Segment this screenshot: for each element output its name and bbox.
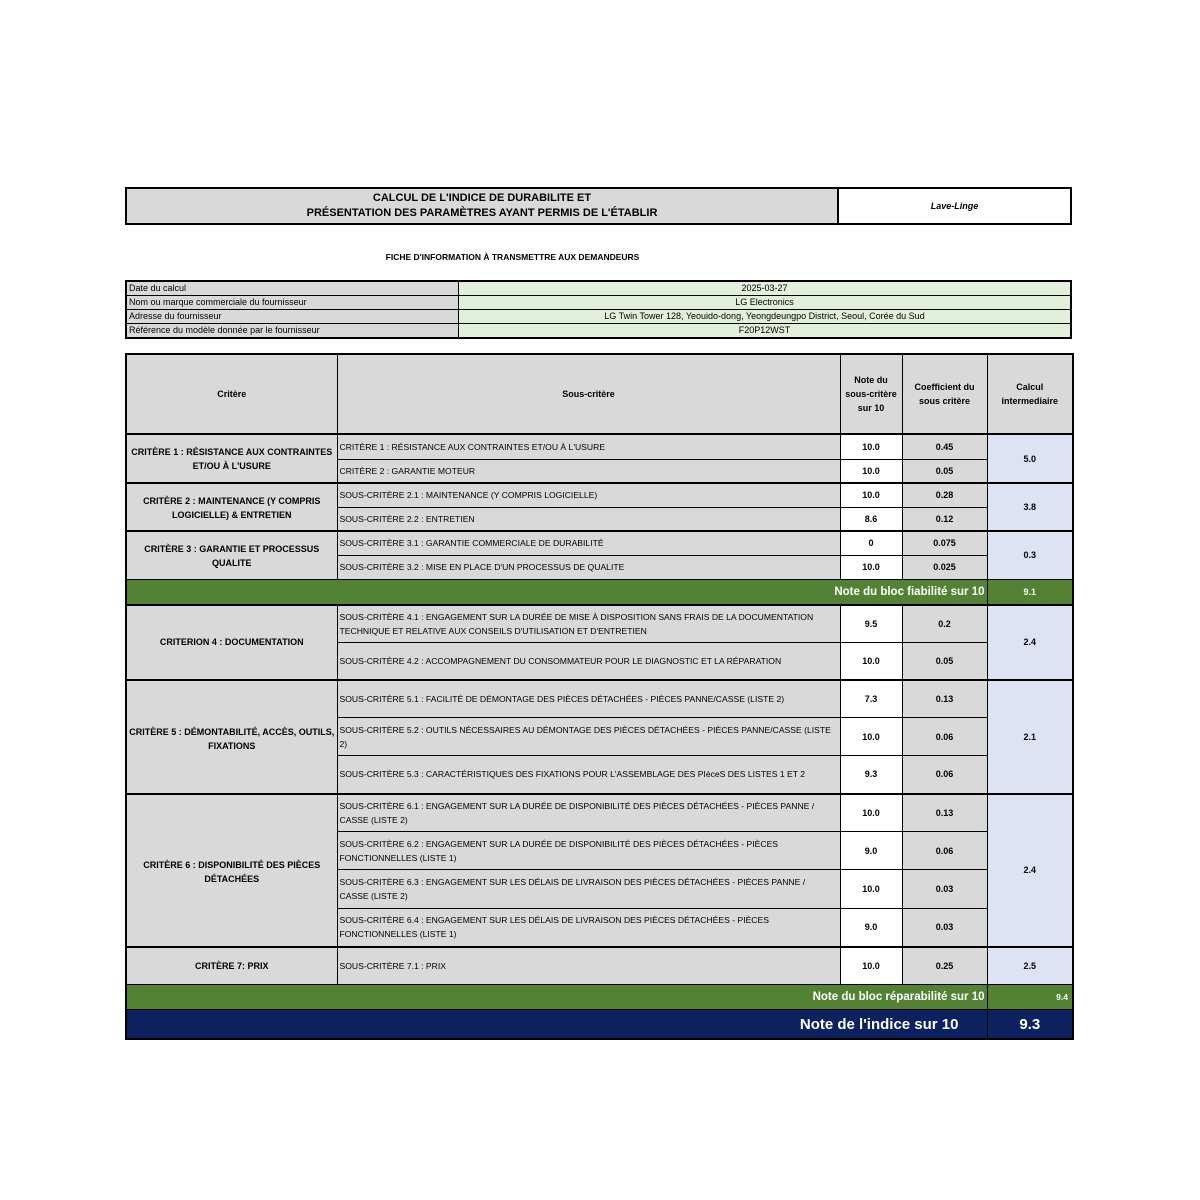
criterion-label: ET/OU À L'USURE xyxy=(192,460,271,471)
indice-label: Note de l'indice sur 10 xyxy=(126,1010,987,1040)
subcriterion-label xyxy=(337,832,840,870)
subcriterion-label: SOUS-CRITÈRE 4.2 : ACCOMPAGNEMENT DU CONSOMMATEUR POUR LE DIAGNOSTIC ET LA RÉPARATION xyxy=(337,643,840,680)
subcriterion-note: 10.0 xyxy=(840,643,902,680)
subcriterion-label-line: SOUS-CRITÈRE 6.2 : ENGAGEMENT SUR LA DURÉE DE DISPONIBILITÉ DES PIÈCES DÉTACHÉES - PIÈCES xyxy=(339,838,779,849)
subcriterion-note: 10.0 xyxy=(840,459,902,483)
subcriterion-label xyxy=(337,605,840,643)
info-row xyxy=(126,324,1071,339)
subcriterion-note: 10.0 xyxy=(840,870,902,909)
criterion-label: CRITÈRE 7: PRIX xyxy=(194,960,269,971)
subcriterion-label: CRITÈRE 2 : GARANTIE MOTEUR xyxy=(337,459,840,483)
subcriterion-label xyxy=(337,794,840,832)
subcriterion-note: 9.3 xyxy=(840,756,902,794)
scoring-table xyxy=(125,353,1074,1040)
info-value: F20P12WST xyxy=(459,324,1072,339)
subcriterion-label-line: SOUS-CRITÈRE 4.1 : ENGAGEMENT SUR LA DURÉE DE MISE À DISPOSITION SANS FRAIS DE LA DOCUMENTATION xyxy=(339,611,814,622)
subcriterion-coef: 0.13 xyxy=(902,680,987,718)
table-row xyxy=(126,483,1073,507)
indice-total-row xyxy=(126,1010,1073,1040)
header-note-line: Note du xyxy=(854,375,888,385)
criterion-label: CRITÈRE 2 : MAINTENANCE (Y COMPRIS xyxy=(143,496,321,506)
subcriterion-coef: 0.03 xyxy=(902,909,987,947)
subcriterion-note: 10.0 xyxy=(840,718,902,756)
subcriterion-label-line: SOUS-CRITÈRE 6.1 : ENGAGEMENT SUR LA DURÉE DE DISPONIBILITÉ DES PIÈCES DÉTACHÉES - PIÈCES PANNE / xyxy=(339,800,815,811)
header-note xyxy=(840,354,902,434)
criterion-label: CRITÈRE 5 : DÉMONTABILITÉ, ACCÈS, OUTILS, xyxy=(129,726,335,737)
subcriterion-note: 10.0 xyxy=(840,794,902,832)
subcriterion-note: 10.0 xyxy=(840,947,902,985)
subcriterion-note: 9.5 xyxy=(840,605,902,643)
subcriterion-coef: 0.075 xyxy=(902,531,987,555)
criterion-label: DÉTACHÉES xyxy=(204,874,260,884)
subcriterion-label-line: CASSE (LISTE 2) xyxy=(339,814,408,825)
fiabilite-label: Note du bloc fiabilité sur 10 xyxy=(126,579,987,605)
criterion-cell xyxy=(126,947,337,985)
info-value: LG Electronics xyxy=(459,296,1072,310)
subcriterion-label-line: TECHNIQUE ET RELATIVE AUX CONSEILS D'UTILISATION ET D'ENTRETIEN xyxy=(339,625,647,636)
subcriterion-label: SOUS-CRITÈRE 3.1 : GARANTIE COMMERCIALE DE DURABILITÉ xyxy=(337,531,840,555)
subcriterion-label xyxy=(337,718,840,756)
criterion-calc: 5.0 xyxy=(987,434,1073,483)
info-row xyxy=(126,296,1071,310)
fiche-title: FICHE D'INFORMATION À TRANSMETTRE AUX DEMANDEURS xyxy=(385,252,640,262)
supplier-info-table xyxy=(125,280,1072,339)
criterion-cell xyxy=(126,794,337,947)
header-calcul xyxy=(987,354,1073,434)
criterion-label: FIXATIONS xyxy=(208,740,256,751)
subcriterion-label-line: 2) xyxy=(339,738,348,749)
criterion-label: LOGICIELLE) & ENTRETIEN xyxy=(171,510,292,520)
fiabilite-total-row xyxy=(126,579,1073,605)
subcriterion-coef: 0.03 xyxy=(902,870,987,909)
info-label: Adresse du fournisseur xyxy=(126,310,459,324)
subcriterion-note: 7.3 xyxy=(840,680,902,718)
subcriterion-coef: 0.12 xyxy=(902,507,987,531)
subcriterion-label-line: FONCTIONNELLES (LISTE 1) xyxy=(339,929,457,940)
subcriterion-coef: 0.05 xyxy=(902,643,987,680)
subcriterion-coef: 0.2 xyxy=(902,605,987,643)
subcriterion-label xyxy=(337,870,840,909)
indice-value: 9.3 xyxy=(987,1010,1073,1040)
subcriterion-coef: 0.25 xyxy=(902,947,987,985)
criterion-label: CRITÈRE 1 : RÉSISTANCE AUX CONTRAINTES xyxy=(131,446,333,457)
title-line-2: PRÉSENTATION DES PARAMÈTRES AYANT PERMIS DE L'ÉTABLIR xyxy=(306,207,658,219)
criterion-cell xyxy=(126,531,337,579)
subcriterion-coef: 0.06 xyxy=(902,832,987,870)
subcriterion-coef: 0.025 xyxy=(902,555,987,579)
header-note-line: sous-critère xyxy=(845,389,897,399)
subcriterion-note: 8.6 xyxy=(840,507,902,531)
criterion-calc: 2.4 xyxy=(987,605,1073,680)
subcriterion-coef: 0.28 xyxy=(902,483,987,507)
header-note-line: sur 10 xyxy=(857,403,885,413)
document-title xyxy=(125,187,839,225)
subcriterion-note: 9.0 xyxy=(840,832,902,870)
criterion-calc: 2.4 xyxy=(987,794,1073,947)
criterion-cell xyxy=(126,434,337,483)
subcriterion-label-line: SOUS-CRITÈRE 5.2 : OUTILS NÉCESSAIRES AU DÉMONTAGE DES PIÈCES DÉTACHÉES - PIÈCES PANNE/CASSE (LISTE xyxy=(339,724,831,735)
criterion-cell xyxy=(126,680,337,794)
criterion-cell xyxy=(126,483,337,531)
subcriterion-label-line: FONCTIONNELLES (LISTE 1) xyxy=(339,852,457,863)
header-sous-critere: Sous-critère xyxy=(337,354,840,434)
subcriterion-coef: 0.06 xyxy=(902,718,987,756)
criterion-label: CRITÈRE 3 : GARANTIE ET PROCESSUS xyxy=(144,544,320,555)
criterion-calc: 2.1 xyxy=(987,680,1073,794)
criterion-cell xyxy=(126,605,337,680)
subcriterion-label xyxy=(337,909,840,947)
info-label: Référence du modèle donnée par le fournisseur xyxy=(126,324,459,339)
criterion-label: QUALITE xyxy=(212,558,252,569)
subcriterion-label: CRITÈRE 1 : RÉSISTANCE AUX CONTRAINTES ET/OU À L'USURE xyxy=(337,434,840,459)
criterion-calc: 2.5 xyxy=(987,947,1073,985)
title-line-1: CALCUL DE L'INDICE DE DURABILITE ET xyxy=(372,192,592,204)
subcriterion-label-line: SOUS-CRITÈRE 6.4 : ENGAGEMENT SUR LES DÉLAIS DE LIVRAISON DES PIÈCES DÉTACHÉES - PIÈCES xyxy=(339,915,769,926)
subcriterion-note: 9.0 xyxy=(840,909,902,947)
subcriterion-coef: 0.45 xyxy=(902,434,987,459)
info-label: Date du calcul xyxy=(126,281,459,296)
reparabilite-label: Note du bloc réparabilité sur 10 xyxy=(126,985,987,1010)
table-row xyxy=(126,434,1073,459)
criterion-label: CRITÈRE 6 : DISPONIBILITÉ DES PIÈCES xyxy=(143,860,321,870)
reparabilite-total-row xyxy=(126,985,1073,1010)
header-calc-line: Calcul xyxy=(1016,382,1044,392)
subcriterion-coef: 0.13 xyxy=(902,794,987,832)
criterion-calc: 0.3 xyxy=(987,531,1073,579)
info-row xyxy=(126,281,1071,296)
header-calc-line: intermediaire xyxy=(1001,396,1059,406)
table-row xyxy=(126,947,1073,985)
subcriterion-label-line: CASSE (LISTE 2) xyxy=(339,891,408,901)
header-critere: Critère xyxy=(126,354,337,434)
fiabilite-value: 9.1 xyxy=(987,579,1073,605)
subcriterion-label: SOUS-CRITÈRE 3.2 : MISE EN PLACE D'UN PROCESSUS DE QUALITE xyxy=(337,555,840,579)
subcriterion-label: SOUS-CRITÈRE 2.1 : MAINTENANCE (Y COMPRIS LOGICIELLE) xyxy=(337,483,840,507)
info-value: LG Twin Tower 128, Yeouido-dong, Yeongdeungpo District, Seoul, Corée du Sud xyxy=(459,310,1072,324)
info-label: Nom ou marque commerciale du fournisseur xyxy=(126,296,459,310)
header-coef-line: sous critère xyxy=(918,396,971,406)
table-row xyxy=(126,531,1073,555)
header-coef-line: Coefficient du xyxy=(914,382,975,392)
product-category: Lave-Linge xyxy=(839,187,1072,225)
info-value: 2025-03-27 xyxy=(459,281,1072,296)
subcriterion-label: SOUS-CRITÈRE 5.3 : CARACTÉRISTIQUES DES FIXATIONS POUR L'ASSEMBLAGE DES PIèceS DES LISTES 1 ET 2 xyxy=(337,756,840,794)
subcriterion-coef: 0.05 xyxy=(902,459,987,483)
subcriterion-note: 10.0 xyxy=(840,555,902,579)
table-header-row xyxy=(126,354,1073,434)
subcriterion-label: SOUS-CRITÈRE 5.1 : FACILITÉ DE DÉMONTAGE DES PIÈCES DÉTACHÉES - PIÈCES PANNE/CASSE (LISTE 2) xyxy=(337,680,840,718)
table-row xyxy=(126,680,1073,718)
subcriterion-label: SOUS-CRITÈRE 2.2 : ENTRETIEN xyxy=(337,507,840,531)
subcriterion-note: 10.0 xyxy=(840,483,902,507)
criterion-label: CRITERION 4 : DOCUMENTATION xyxy=(159,637,304,647)
criterion-calc: 3.8 xyxy=(987,483,1073,531)
subcriterion-note: 10.0 xyxy=(840,434,902,459)
subcriterion-label-line: SOUS-CRITÈRE 6.3 : ENGAGEMENT SUR LES DÉLAIS DE LIVRAISON DES PIÈCES DÉTACHÉES - PIÈCES PANNE / xyxy=(339,877,806,887)
table-row xyxy=(126,605,1073,643)
subcriterion-coef: 0.06 xyxy=(902,756,987,794)
subcriterion-label: SOUS-CRITÈRE 7.1 : PRIX xyxy=(337,947,840,985)
header-coefficient xyxy=(902,354,987,434)
info-row xyxy=(126,310,1071,324)
reparabilite-value: 9.4 xyxy=(987,985,1073,1010)
table-row xyxy=(126,794,1073,832)
subcriterion-note: 0 xyxy=(840,531,902,555)
